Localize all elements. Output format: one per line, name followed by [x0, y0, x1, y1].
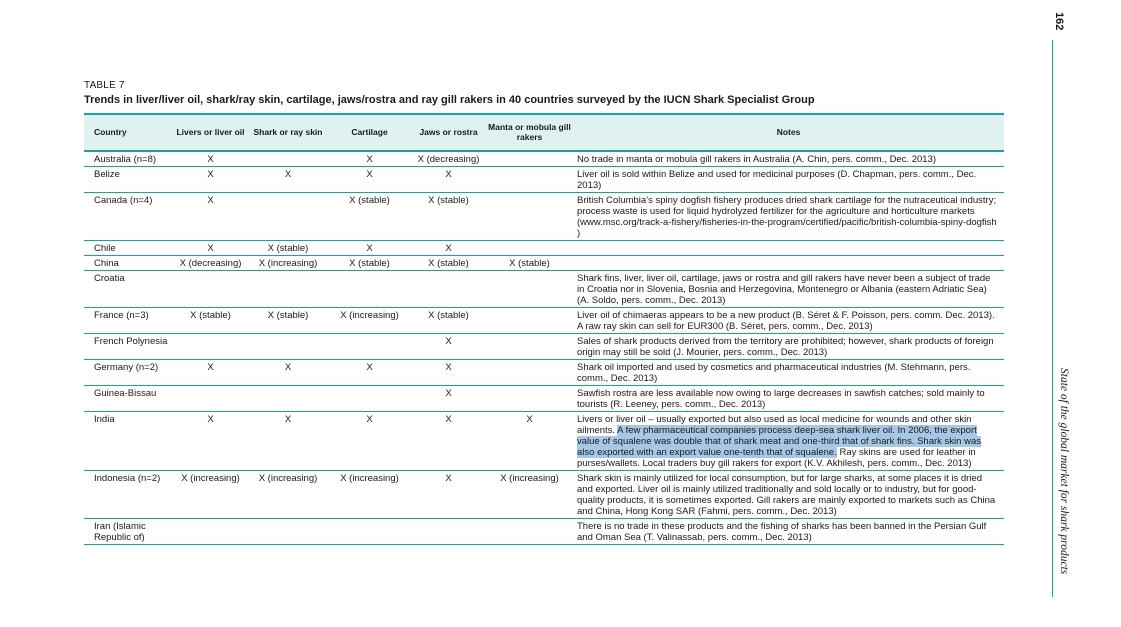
cell-liver: X — [173, 193, 248, 241]
cell-gill — [486, 308, 573, 334]
cell-cartilage — [328, 519, 411, 545]
cell-cartilage — [328, 271, 411, 308]
cell-notes: Sales of shark products derived from the territory are prohibited; however, shark products of foreign origin may still be sold (J. Mourier, pers. comm., Dec. 2013) — [573, 334, 1004, 360]
cell-jaws: X — [411, 334, 486, 360]
cell-jaws: X (stable) — [411, 193, 486, 241]
cell-liver: X (increasing) — [173, 471, 248, 519]
table-header-row — [84, 114, 1004, 151]
cell-skin: X (increasing) — [248, 256, 328, 271]
cell-country: Canada (n=4) — [84, 193, 173, 241]
cell-notes: Shark fins, liver, liver oil, cartilage, jaws or rostra and gill rakers have never been a subject of trade in Croatia nor in Slovenia, Bosnia and Herzegovina, Montenegro or Albania (eastern Adriatic Sea) (A. Soldo, pers. comm., Dec. 2013) — [573, 271, 1004, 308]
cell-notes: Shark skin is mainly utilized for local consumption, but for large sharks, at some places it is dried and exported. Liver oil is mainly utilized traditionally and sold locally or to industry, but for good-quality products, it is sometimes exported. Gill rakers are mainly exported to markets such as China and China, Hong Kong SAR (Fahmi, pers. comm., Dec. 2013) — [573, 471, 1004, 519]
cell-jaws: X — [411, 360, 486, 386]
cell-skin — [248, 519, 328, 545]
cell-jaws: X — [411, 167, 486, 193]
cell-liver: X — [173, 241, 248, 256]
cell-jaws — [411, 519, 486, 545]
cell-liver: X (stable) — [173, 308, 248, 334]
header-liver: Livers or liver oil — [173, 114, 248, 151]
cell-gill: X — [486, 412, 573, 471]
cell-liver: X — [173, 412, 248, 471]
table-row — [84, 471, 1004, 519]
cell-jaws: X (stable) — [411, 256, 486, 271]
cell-country: Chile — [84, 241, 173, 256]
header-skin: Shark or ray skin — [248, 114, 328, 151]
cell-country: Indonesia (n=2) — [84, 471, 173, 519]
cell-cartilage: X (increasing) — [328, 471, 411, 519]
cell-cartilage: X — [328, 412, 411, 471]
cell-country: Iran (Islamic Republic of) — [84, 519, 173, 545]
cell-liver — [173, 386, 248, 412]
cell-cartilage: X (stable) — [328, 256, 411, 271]
table-row — [84, 386, 1004, 412]
trade-trends-table — [84, 113, 1004, 545]
cell-notes: British Columbia’s spiny dogfish fishery produces dried shark cartilage for the nutraceutical industry; process waste is used for liquid hydrolyzed fertilizer for the agriculture and horticulture markets (www.msc.org/track-a-fishery/fisheries-in-the-program/certified/pacific/british-columbia-spiny-dogfish ) — [573, 193, 1004, 241]
cell-notes: No trade in manta or mobula gill rakers in Australia (A. Chin, pers. comm., Dec. 2013) — [573, 151, 1004, 167]
cell-notes: Liver oil is sold within Belize and used for medicinal purposes (D. Chapman, pers. comm., Dec. 2013) — [573, 167, 1004, 193]
header-gill-rakers: Manta or mobula gill rakers — [486, 114, 573, 151]
cell-notes — [573, 241, 1004, 256]
cell-gill — [486, 334, 573, 360]
cell-jaws: X (decreasing) — [411, 151, 486, 167]
cell-liver — [173, 334, 248, 360]
cell-skin: X — [248, 412, 328, 471]
table-row — [84, 308, 1004, 334]
cell-gill — [486, 167, 573, 193]
table-row — [84, 334, 1004, 360]
cell-gill — [486, 360, 573, 386]
table-row — [84, 167, 1004, 193]
cell-liver: X — [173, 167, 248, 193]
cell-jaws: X — [411, 471, 486, 519]
cell-notes: Liver oil of chimaeras appears to be a new product (B. Séret & F. Poisson, pers. comm. Dec. 2013). A raw ray skin can sell for EUR300 (B. Séret, pers. comm., Dec. 2013) — [573, 308, 1004, 334]
table-row — [84, 241, 1004, 256]
cell-country: Belize — [84, 167, 173, 193]
running-title: State of the global market for shark products — [1058, 368, 1070, 575]
cell-skin — [248, 193, 328, 241]
cell-cartilage — [328, 386, 411, 412]
cell-country: French Polynesia — [84, 334, 173, 360]
cell-country: Croatia — [84, 271, 173, 308]
table-row — [84, 412, 1004, 471]
cell-liver — [173, 519, 248, 545]
cell-skin — [248, 386, 328, 412]
notes-text: Livers or liver oil – usually exported but also used as local medicine for wounds and other skin ailments. — [577, 414, 972, 436]
cell-skin: X (stable) — [248, 308, 328, 334]
cell-notes: Sawfish rostra are less available now owing to large decreases in sawfish catches; sold mainly to tourists (R. Leeney, pers. comm., Dec. 2013) — [573, 386, 1004, 412]
cell-cartilage: X — [328, 167, 411, 193]
cell-skin — [248, 271, 328, 308]
header-country: Country — [84, 114, 173, 151]
cell-gill — [486, 151, 573, 167]
selected-text-highlight[interactable]: A few pharmaceutical companies process deep-sea shark liver oil. In 2006, the export value of squalene was double that of shark meat and one-third that of shark fins. Shark skin was also exported with an export value one-tenth that of squalene. — [577, 425, 981, 458]
table-row — [84, 193, 1004, 241]
cell-jaws — [411, 271, 486, 308]
header-notes: Notes — [573, 114, 1004, 151]
cell-jaws: X (stable) — [411, 308, 486, 334]
cell-gill: X (stable) — [486, 256, 573, 271]
cell-skin: X (stable) — [248, 241, 328, 256]
cell-liver: X (decreasing) — [173, 256, 248, 271]
table-row — [84, 151, 1004, 167]
margin-rule — [1052, 40, 1053, 597]
cell-liver: X — [173, 151, 248, 167]
cell-cartilage: X (stable) — [328, 193, 411, 241]
cell-liver: X — [173, 360, 248, 386]
cell-country: France (n=3) — [84, 308, 173, 334]
table-row — [84, 256, 1004, 271]
table-label: TABLE 7 — [84, 80, 125, 91]
cell-cartilage: X — [328, 151, 411, 167]
cell-country: Germany (n=2) — [84, 360, 173, 386]
cell-skin — [248, 151, 328, 167]
table-row — [84, 271, 1004, 308]
cell-notes — [573, 256, 1004, 271]
table-row — [84, 519, 1004, 545]
cell-gill — [486, 193, 573, 241]
cell-gill: X (increasing) — [486, 471, 573, 519]
cell-skin: X (increasing) — [248, 471, 328, 519]
cell-country: Australia (n=8) — [84, 151, 173, 167]
cell-cartilage: X — [328, 241, 411, 256]
cell-skin: X — [248, 167, 328, 193]
cell-jaws: X — [411, 241, 486, 256]
cell-jaws: X — [411, 412, 486, 471]
cell-gill — [486, 241, 573, 256]
cell-skin — [248, 334, 328, 360]
cell-country: Guinea-Bissau — [84, 386, 173, 412]
table-title: Trends in liver/liver oil, shark/ray skin, cartilage, jaws/rostra and ray gill rakers in 40 countries surveyed by the IUCN Shark Specialist Group — [84, 94, 815, 106]
notes-text-tail: Ray skins are used for leather in purses/wallets. Local traders buy gill rakers for export (K.V. Akhilesh, pers. comm., Dec. 2013) — [577, 447, 976, 469]
cell-notes — [573, 412, 1004, 471]
cell-cartilage — [328, 334, 411, 360]
cell-gill — [486, 519, 573, 545]
cell-liver — [173, 271, 248, 308]
cell-skin: X — [248, 360, 328, 386]
table-row — [84, 360, 1004, 386]
header-jaws: Jaws or rostra — [411, 114, 486, 151]
cell-notes: There is no trade in these products and the fishing of sharks has been banned in the Persian Gulf and Oman Sea (T. Valinassab, pers. comm., Dec. 2013) — [573, 519, 1004, 545]
cell-country: India — [84, 412, 173, 471]
page-number: 162 — [1053, 12, 1065, 31]
cell-country: China — [84, 256, 173, 271]
cell-cartilage: X (increasing) — [328, 308, 411, 334]
header-cartilage: Cartilage — [328, 114, 411, 151]
cell-jaws: X — [411, 386, 486, 412]
cell-gill — [486, 271, 573, 308]
cell-gill — [486, 386, 573, 412]
cell-notes: Shark oil imported and used by cosmetics and pharmaceutical industries (M. Stehmann, pers. comm., Dec. 2013) — [573, 360, 1004, 386]
cell-cartilage: X — [328, 360, 411, 386]
